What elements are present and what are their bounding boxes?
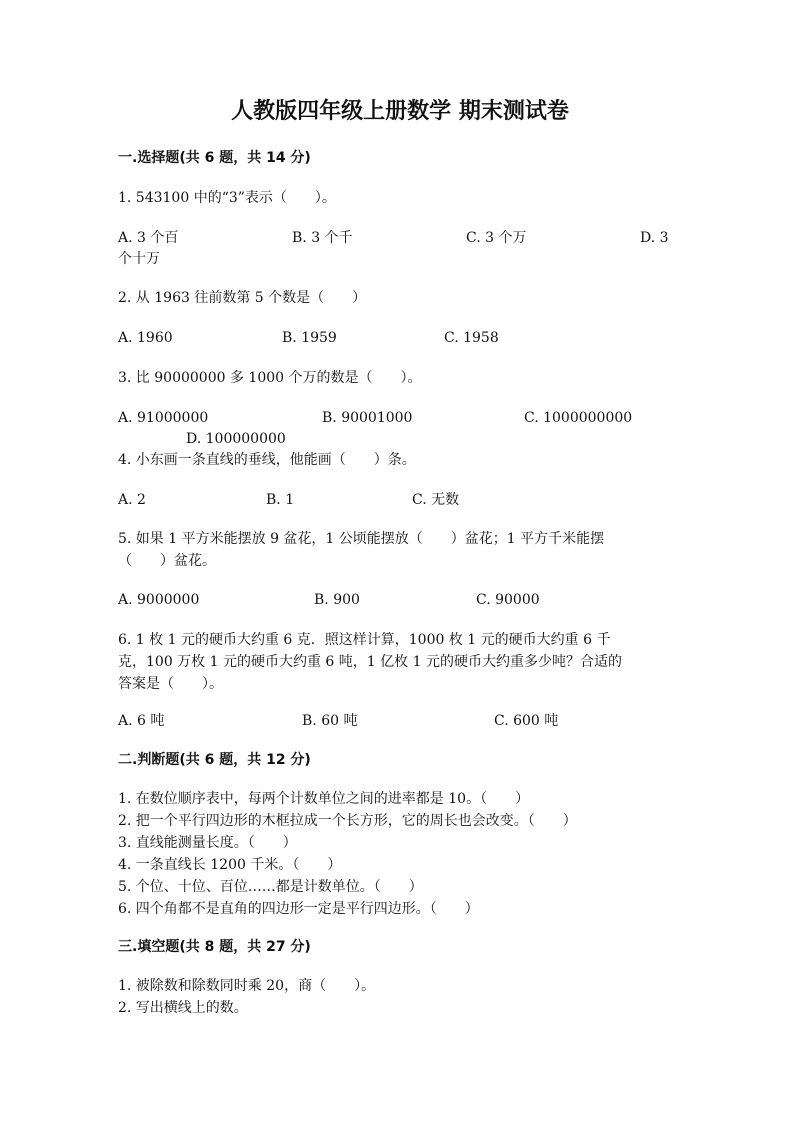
question-4-option-b: B. 1 <box>266 492 295 508</box>
question-3-option-a: A. 91000000 <box>118 410 209 426</box>
question-2-option-c: C. 1958 <box>444 330 499 346</box>
question-1-option-a: A. 3 个百 <box>118 230 179 246</box>
question-6-option-b: B. 60 吨 <box>302 713 358 729</box>
question-6-option-c: C. 600 吨 <box>494 713 559 729</box>
question-5-option-c: C. 90000 <box>476 592 540 608</box>
question-3-option-c: C. 1000000000 <box>524 410 633 426</box>
question-5-stem-line1: 5. 如果 1 平方米能摆放 9 盆花，1 公顷能摆放（ ）盆花；1 平方千米能摆 <box>118 531 605 547</box>
question-5-stem-line2: （ ）盆花。 <box>118 553 216 569</box>
question-6-stem-line3: 答案是（ ）。 <box>118 676 223 692</box>
question-4-option-a: A. 2 <box>118 492 146 508</box>
question-5-option-b: B. 900 <box>314 592 360 608</box>
page-title: 人教版四年级上册数学 期末测试卷 <box>231 99 569 124</box>
question-6-option-a: A. 6 吨 <box>118 713 165 729</box>
question-3-option-d: D. 100000000 <box>186 431 286 447</box>
fill-blank-item-1: 1. 被除数和除数同时乘 20，商（ ）。 <box>118 978 376 994</box>
question-1-option-d: D. 3 <box>640 230 669 246</box>
question-2-option-a: A. 1960 <box>118 330 173 346</box>
section-heading-judgement: 二.判断题(共 6 题，共 12 分) <box>118 752 311 768</box>
judgement-item-1: 1. 在数位顺序表中，每两个计数单位之间的进率都是 10。（ ） <box>118 791 530 807</box>
question-2-option-b: B. 1959 <box>282 330 337 346</box>
question-1-stem: 1. 543100 中的“3”表示（ ）。 <box>118 190 336 206</box>
section-heading-fill-blank: 三.填空题(共 8 题，共 27 分) <box>118 939 311 955</box>
judgement-item-4: 4. 一条直线长 1200 千米。（ ） <box>118 857 342 873</box>
judgement-item-6: 6. 四个角都不是直角的四边形一定是平行四边形。（ ） <box>118 901 479 917</box>
question-2-stem: 2. 从 1963 往前数第 5 个数是（ ） <box>118 290 367 306</box>
question-3-option-b: B. 90001000 <box>322 410 413 426</box>
judgement-item-3: 3. 直线能测量长度。（ ） <box>118 835 297 851</box>
fill-blank-item-2: 2. 写出横线上的数。 <box>118 1000 248 1016</box>
question-1-option-c: C. 3 个万 <box>466 230 527 246</box>
judgement-item-2: 2. 把一个平行四边形的木框拉成一个长方形，它的周长也会改变。（ ） <box>118 813 577 829</box>
section-heading-choice: 一.选择题(共 6 题，共 14 分) <box>118 150 311 166</box>
question-1-option-d-wrap: 个十万 <box>118 251 160 267</box>
question-6-stem-line1: 6. 1 枚 1 元的硬币大约重 6 克．照这样计算，1000 枚 1 元的硬币大约重 6 千 <box>118 632 611 648</box>
question-4-option-c: C. 无数 <box>412 492 460 508</box>
question-3-stem: 3. 比 90000000 多 1000 个万的数是（ ）。 <box>118 370 422 386</box>
question-1-option-b: B. 3 个千 <box>292 230 353 246</box>
judgement-item-5: 5. 个位、十位、百位……都是计数单位。（ ） <box>118 879 423 895</box>
question-6-stem-line2: 克，100 万枚 1 元的硬币大约重 6 吨，1 亿枚 1 元的硬币大约重多少吨？合适的 <box>118 654 622 670</box>
question-4-stem: 4. 小东画一条直线的垂线，他能画（ ）条。 <box>118 452 416 468</box>
question-5-option-a: A. 9000000 <box>118 592 200 608</box>
